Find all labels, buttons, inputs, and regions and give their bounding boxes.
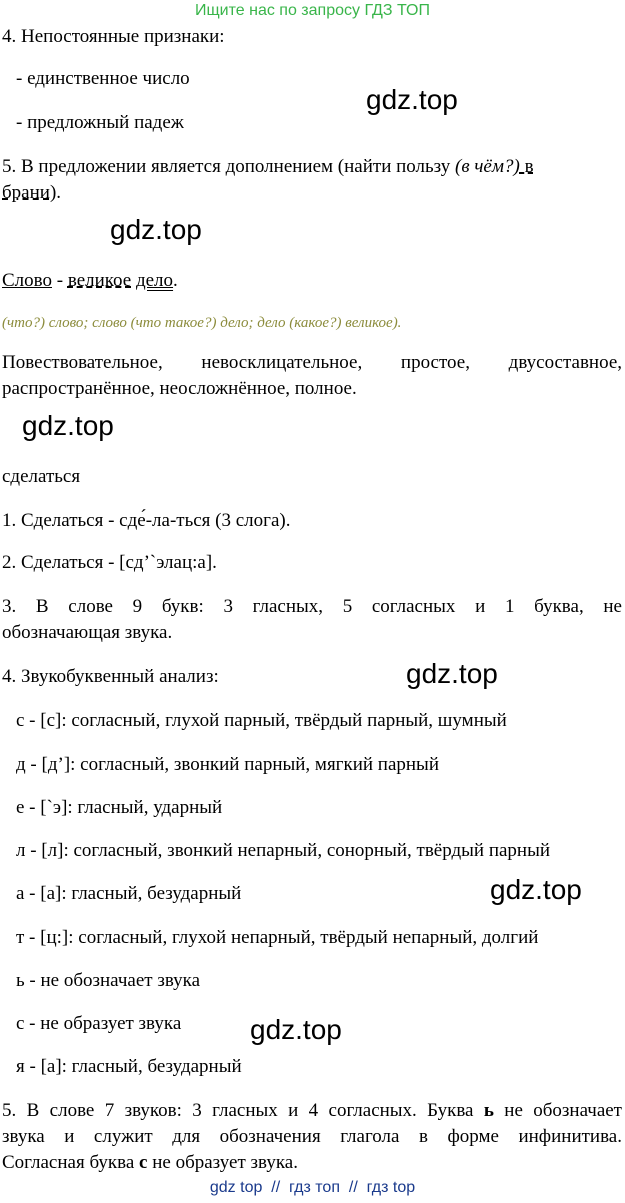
footer-links[interactable]: gdz top // гдз топ // гдз top [209, 1179, 416, 1196]
letter-row: а - [а]: гласный, безударный [16, 883, 242, 904]
letter-row: ь - не обозначает звука [16, 970, 201, 991]
item5-text-a: 5. В слове 7 звуков: 3 гласных и 4 согласных. Буква [2, 1100, 484, 1121]
item5-letter-s: с [139, 1152, 148, 1173]
letter-row: л - [л]: согласный, звонкий непарный, сонорный, твёрдый парный [16, 840, 551, 861]
watermark: gdz.top [110, 214, 202, 245]
section5-object-word: брани [2, 182, 50, 203]
letter-row: д - [д’]: согласный, звонкий парный, мягкий парный [16, 754, 439, 775]
item4-title: 4. Звукобуквенный анализ: [2, 666, 219, 687]
item3-line2: обозначающая звука. [2, 622, 173, 643]
letter-row: с - не образует звука [16, 1013, 182, 1034]
section4-item-case: - предложный падеж [16, 112, 184, 133]
section4-title: 4. Непостоянные признаки: [2, 26, 225, 47]
watermark: gdz.top [366, 84, 458, 115]
watermark: gdz.top [250, 1014, 342, 1045]
item5-line3 [2, 1150, 298, 1176]
item5-line1 [2, 1098, 622, 1124]
phrase-attribute: великое [67, 270, 132, 291]
sentence-type-line2: распространённое, неосложнённое, полное. [2, 378, 357, 399]
section5-question: (в чём?) [455, 156, 520, 177]
letter-row: я - [а]: гласный, безударный [16, 1056, 242, 1077]
phrase-analysis: (что?) слово; слово (что такое?) дело; дело (какое?) великое). [2, 315, 402, 331]
phrase-predicate: дело [135, 270, 174, 291]
item5-line2: звука и служит для обозначения глагола в форме инфинитива. [2, 1126, 622, 1147]
item2-transcription: 2. Сделаться - [сд’`элац:а]. [2, 552, 217, 573]
phrase-dot: . [173, 270, 178, 291]
analyzed-word: сделаться [2, 466, 81, 487]
item5-text-l3c: не образует звука. [147, 1152, 298, 1173]
watermark: gdz.top [490, 874, 582, 905]
letter-row: с - [с]: согласный, глухой парный, твёрдый парный, шумный [16, 710, 507, 731]
item5-text-c: не обозначает [493, 1100, 622, 1121]
section5-text: 5. В предложении является дополнением (найти пользу [2, 156, 456, 177]
letter-row: е - [`э]: гласный, ударный [16, 797, 223, 818]
item1-syllables: 1. Сделаться - сде́-ла-ться (3 слога). [2, 510, 291, 531]
section5-line2 [2, 180, 61, 206]
phrase-dash: - [52, 270, 68, 291]
section5-line1 [2, 154, 622, 180]
item3-line1: 3. В слове 9 букв: 3 гласных, 5 согласных и 1 буква, не [2, 596, 622, 617]
phrase-subject: Слово [2, 270, 52, 291]
section5-prep: в [519, 156, 534, 177]
letter-row: т - [ц:]: согласный, глухой непарный, твёрдый непарный, долгий [16, 927, 539, 948]
item5-soft-sign: ь [483, 1100, 494, 1121]
top-banner[interactable]: Ищите нас по запросу ГДЗ ТОП [195, 2, 430, 19]
section5-end: ). [49, 182, 62, 203]
item5-text-l3a: Согласная буква [2, 1152, 140, 1173]
watermark: gdz.top [406, 658, 498, 689]
phrase-line [2, 268, 178, 294]
sentence-type-line1: Повествовательное, невосклицательное, простое, двусоставное, [2, 352, 622, 373]
watermark: gdz.top [22, 410, 114, 441]
section4-item-number: - единственное число [16, 68, 190, 89]
